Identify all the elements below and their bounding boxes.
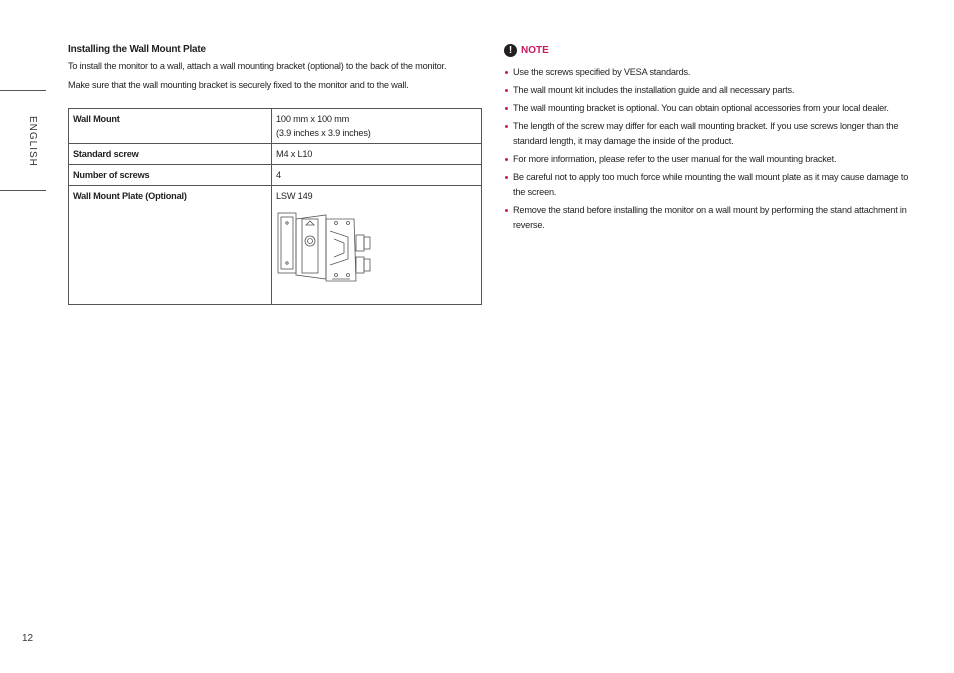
- table-row: [69, 144, 482, 165]
- language-label: ENGLISH: [27, 116, 38, 167]
- list-item: For more information, please refer to the user manual for the wall mounting bracket.: [504, 152, 922, 167]
- sidebar-top-rule: [0, 90, 46, 91]
- list-item: Remove the stand before installing the monitor on a wall mount by performing the stand attachment in reverse.: [504, 203, 922, 233]
- wall-mount-plate-illustration: [276, 209, 376, 291]
- note-header: [504, 44, 922, 57]
- spec-label: Standard screw: [69, 144, 272, 165]
- list-item: The wall mounting bracket is optional. You can obtain optional accessories from your local dealer.: [504, 101, 922, 116]
- list-item: Be careful not to apply too much force while mounting the wall mount plate as it may cause damage to the screen.: [504, 170, 922, 200]
- table-row: [69, 186, 482, 305]
- list-item: Use the screws specified by VESA standards.: [504, 65, 922, 80]
- page-number: 12: [22, 633, 34, 644]
- spec-label: Wall Mount: [69, 109, 272, 144]
- spec-table: [68, 108, 482, 305]
- list-item: The length of the screw may differ for each wall mounting bracket. If you use screws longer than the standard length, it may damage the inside of the product.: [504, 119, 922, 149]
- table-row: [69, 109, 482, 144]
- spec-value: 4: [272, 165, 482, 186]
- exclamation-icon: !: [504, 44, 517, 57]
- spec-value-line: 100 mm x 100 mm: [276, 114, 350, 124]
- spec-value: M4 x L10: [272, 144, 482, 165]
- spec-label: Wall Mount Plate (Optional): [69, 186, 272, 305]
- note-list: [504, 65, 922, 233]
- table-row: [69, 165, 482, 186]
- install-paragraph-2: Make sure that the wall mounting bracket is securely fixed to the monitor and to the wall.: [68, 80, 409, 90]
- note-section: [504, 44, 922, 236]
- spec-label: Number of screws: [69, 165, 272, 186]
- install-section: [68, 44, 482, 99]
- spec-value: LSW 149: [276, 191, 313, 201]
- sidebar-bottom-rule: [0, 190, 46, 191]
- list-item: The wall mount kit includes the installation guide and all necessary parts.: [504, 83, 922, 98]
- note-label: NOTE: [521, 45, 549, 56]
- spec-value-plate: [272, 186, 482, 305]
- install-paragraph-1: To install the monitor to a wall, attach a wall mounting bracket (optional) to the back of the monitor.: [68, 61, 447, 71]
- spec-value-line: (3.9 inches x 3.9 inches): [276, 128, 371, 138]
- section-title: Installing the Wall Mount Plate: [68, 44, 206, 55]
- spec-value: [272, 109, 482, 144]
